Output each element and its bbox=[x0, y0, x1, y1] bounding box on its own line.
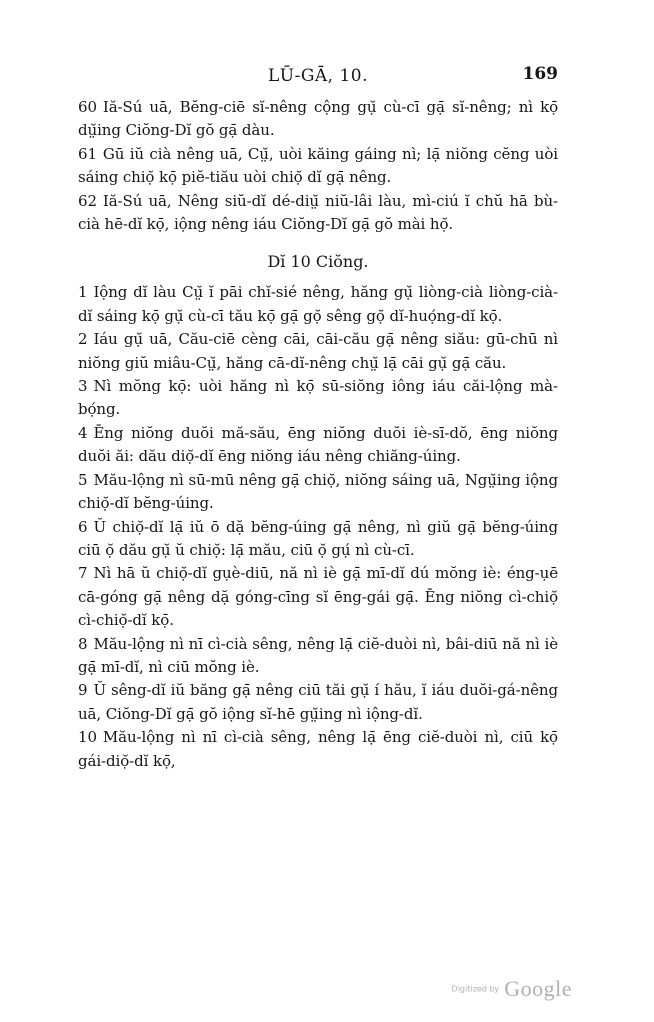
verse-number: 3 bbox=[78, 377, 88, 396]
verse-4 bbox=[78, 422, 558, 469]
book-page bbox=[78, 66, 558, 773]
verse-10 bbox=[78, 726, 558, 773]
page-number: 169 bbox=[522, 64, 558, 84]
verse-number: 6 bbox=[78, 517, 88, 536]
digitized-label: Digitized by bbox=[451, 984, 500, 994]
verse-text: Iộng dĭ làu Cṳ̆ ĭ pāi chĭ-sié nêng, hăng gụ̆ liòng-cià liòng-cià-dĭ sáing kọ̄ gụ̆ cù-cī tău kọ̄ gạ̄ gọ̆ sêng gọ̆ dĭ-huọ́ng-dĭ kọ̄. bbox=[78, 283, 558, 325]
verse-text: Mău-lộng nì nī cì-cià sêng, nêng lạ̄ ēng ciĕ-duòi nì, ciū kọ̄ gái-diọ̆-dĭ kọ̄, bbox=[78, 728, 558, 770]
verses-previous-chapter bbox=[78, 96, 558, 236]
verse-text: Iă-Sú uā, Nêng siŭ-dĭ dé-diṳ̆ niŭ-lâi làu, mì-ciú ĭ chŭ hā bù-cià hē-dĭ kọ̄, iộng nêng iáu Ciŏng-Dĭ gạ̄ gŏ mài họ̆. bbox=[78, 191, 558, 234]
verse-text: Mău-lộng nì sū-mū nêng gạ̄ chiọ̆, niŏng sáing uā, Ngṳ̆ing iộng chiọ̆-dĭ bĕng-úing. bbox=[78, 470, 558, 513]
verse-text: Nì hā ŭ chiọ̆-dĭ gụè-diū, nă nì iè gạ̄ mī-dĭ dú mŏng iè: éng-ụē cā-góng gạ̄ nêng dặ góng-cīng sĭ ēng-gái gạ̄. Ēng niŏng cì-chiọ̆ cì-chiọ̆-dĭ kọ̄. bbox=[78, 564, 558, 630]
running-title: LŪ-GĀ, 10. bbox=[267, 66, 369, 86]
verse-3 bbox=[78, 375, 558, 422]
verse-number: 10 bbox=[78, 728, 97, 747]
verse-text: Iáu gụ̆ uā, Cău-ciē cèng cāi, cāi-cău gạ̄ nêng siău: gū-chū nì niŏng giŭ miâu-Cṳ̆, hăng cā-dĭ-nêng chṳ̆ lạ̄ cāi gụ̆ gạ̄ cău. bbox=[78, 330, 558, 372]
verse-number: 60 bbox=[78, 98, 97, 116]
verse-text: Gū iŭ cià nêng uā, Cṳ̆, uòi kăing gáing nì; lạ̄ niŏng cĕng uòi sáing chiọ̆ kọ̄ piĕ-tiău uòi chiọ̆ dĭ gạ̄ nêng. bbox=[78, 144, 558, 187]
verse-2 bbox=[78, 328, 558, 375]
verse-number: 7 bbox=[78, 564, 88, 583]
verse-text: Ēng niŏng duŏi mă-său, ēng niŏng duŏi iè-sī-dŏ, ēng niŏng duŏi ăi: dău diọ̆-dĭ ēng niŏng iáu nêng chiăng-úing. bbox=[78, 423, 558, 466]
verse-1 bbox=[78, 281, 558, 328]
verse-5 bbox=[78, 469, 558, 516]
verse-text: Ŭ sêng-dĭ iŭ băng gạ̄ nêng ciū tăi gụ̆ í hău, ĭ iáu duŏi-gá-nêng uā, Ciŏng-Dĭ gạ̄ gŏ iộng sĭ-hē gṳ̆ing nì iộng-dĭ. bbox=[78, 681, 558, 723]
verse-number: 8 bbox=[78, 634, 88, 653]
verse-6 bbox=[78, 516, 558, 563]
verse-number: 5 bbox=[78, 470, 88, 489]
verse-8 bbox=[78, 633, 558, 680]
verse-60 bbox=[78, 96, 558, 143]
verse-62 bbox=[78, 190, 558, 237]
verse-61 bbox=[78, 143, 558, 190]
verses-chapter-10 bbox=[78, 281, 558, 773]
digitization-credit bbox=[452, 976, 572, 1002]
running-head bbox=[78, 66, 558, 96]
verse-number: 62 bbox=[78, 191, 97, 210]
verse-text: Iă-Sú uā, Bĕng-ciē sĭ-nêng cộng gụ̆ cù-cī gạ̄ sĭ-nêng; nì kọ̄ dṳ̆ing Ciŏng-Dĭ gŏ gạ̄ dàu. bbox=[78, 98, 558, 140]
verse-text: Ŭ chiọ̆-dĭ lạ̄ iŭ ō dặ bĕng-úing gạ̄ nêng, nì giŭ gạ̄ bĕng-úing ciū ọ̆ dău gụ̆ ŭ chiọ̆: lạ̄ mău, ciū ọ̆ gụ́ nì cù-cī. bbox=[78, 517, 558, 559]
verse-number: 1 bbox=[78, 283, 88, 302]
verse-number: 61 bbox=[78, 144, 97, 163]
verse-number: 4 bbox=[78, 423, 88, 442]
brand-logo-text: Google bbox=[504, 976, 572, 1001]
verse-9 bbox=[78, 679, 558, 726]
verse-text: Mău-lộng nì nī cì-cià sêng, nêng lạ̄ ciĕ-duòi nì, bâi-diū nă nì iè gạ̄ mī-dĭ, nì ciū mŏng iè. bbox=[78, 634, 558, 676]
verse-number: 9 bbox=[78, 681, 88, 700]
verse-7 bbox=[78, 562, 558, 632]
verse-number: 2 bbox=[78, 330, 88, 349]
chapter-heading: Dĭ 10 Ciŏng. bbox=[267, 252, 369, 272]
verse-text: Nì mŏng kọ̄: uòi hăng nì kọ̄ sū-siŏng iông iáu căi-lộng mà-bọ́ng. bbox=[78, 377, 558, 419]
